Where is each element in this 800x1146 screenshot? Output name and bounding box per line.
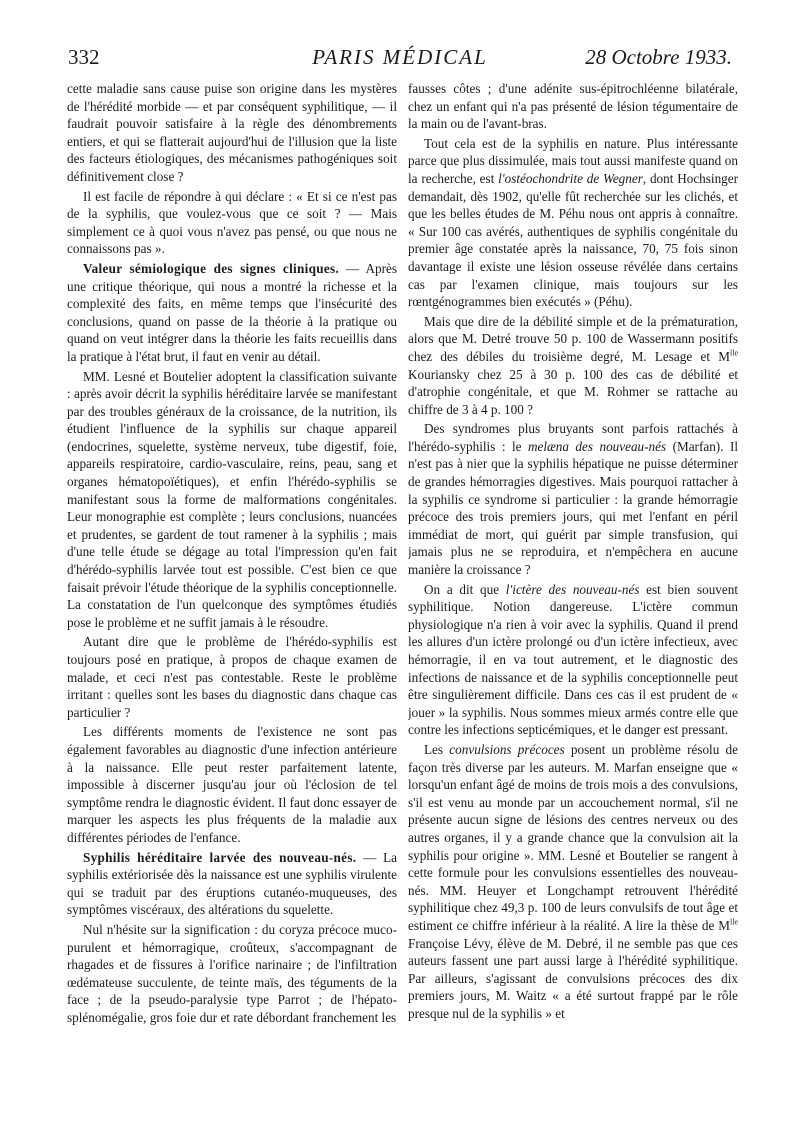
paragraph: Mais que dire de la débilité simple et de la prématuration, alors que M. Detré trouve 50 p. 100 de Wassermann positifs chez des débiles du troisième degré, M. Lesage et $M^{lle}$ Kouriansky chez 25 à 30 p. 100 des cas de débilité et d'atrophie congénitale, et que M. Rohmer se rattache au chiffre de 3 à 4 p. 100 ? [408, 313, 738, 417]
section-heading: Valeur sémiologique des signes cliniques. [83, 260, 340, 276]
paragraph: MM. Lesné et Boutelier adoptent la classification suivante : après avoir décrit la syphilis héréditaire larvée se manifestant par des troubles généraux de la croissance, de la nutrition, ils étudient l'influence de la syphilis sur chaque appareil (endocrines, squelette, système nerveux, tube digestif, foie, appareils respiratoire, cardio-vasculaire, reins, peau, sang et organes hématopoïétiques), et enfin l'hérédo-syphilis se manifestant sous la forme de malformations congénitales. Leur monographie est complète ; leurs conclusions, nuancées et prudentes, se gardent de tout ramener à la syphilis ; mais d'une telle étude se dégage au total l'impression qu'en fait d'hérédo-syphilis larvée tout est possible. C'est bien ce que faisait prévoir l'étude théorique de la syphilis conceptionnelle. La constatation de l'un quelconque des symptômes étudiés pose le problème et ne suffit jamais à le résoudre. [67, 368, 397, 630]
italic-term: melæna des nouveau-nés [527, 438, 667, 454]
italic-term: convulsions précoces [449, 741, 565, 757]
left-column [67, 80, 397, 1125]
right-column [408, 80, 738, 1125]
paragraph: Il est facile de répondre à qui déclare : « Et si ce n'est pas de la syphilis, que voulez-vous que ce soit ? — Mais simplement ce à quoi vous n'avez pas pensé, ou que nous ne connaissons pas ». [67, 188, 397, 257]
paragraph: Tout cela est de la syphilis en nature. Plus intéressante parce que plus dissimulée, mais tout aussi manifeste quand on la recherche, est l'ostéochondrite de Wegner, dont Hochsinger demandait, dès 1902, qu'elle fût recherchée sur les clichés, et que les belles études de M. Péhu nous ont appris à connaître. « Sur 100 cas avérés, authentiques de syphilis congénitale du premier âge constatée après la naissance, 70, 75 fois sinon davantage il existe une lésion osseuse révélée dans certains cas par l'examen clinique, mais toujours sur les rœntgénogrammes bien exécutés » (Péhu). [408, 135, 738, 310]
page-number: 332 [68, 45, 100, 69]
paragraph [67, 260, 397, 366]
page-header [68, 42, 732, 72]
paragraph: Autant dire que le problème de l'hérédo-syphilis est toujours posé en pratique, à propos de chaque examen de malade, et ceci n'est pas contestable. Reste le problème irritant : quelles sont les bases du diagnostic dans chaque cas particulier ? [67, 634, 397, 720]
paragraph: Nul n'hésite sur la signification : du coryza précoce muco-purulent et hémorragique, croûteux, s'accompagnant de rhagades et de fissures à l'orifice narinaire ; de l'infiltration œdémateuse succulente, de teinte maïs, des téguments de la face ; de la pseudo-paralysie type Parrot ; de l'hépato-splénomégalie, gros foie dur et rate débordant franchement les [67, 921, 397, 1025]
paragraph: Les convulsions précoces posent un problème résolu de façon très diverse par les auteurs. M. Marfan enseigne que « lorsqu'un enfant âgé de moins de trois mois a des convulsions, s'il est venu au monde par un accouchement normal, s'il ne présente aucun signe de lésions des centres nerveux ou des autres organes, il y a grande chance que la convulsion ait la syphilis pour origine ». MM. Lesné et Boutelier se rangent à cette formule pour les convulsions essentielles des nouveau-nés. MM. Heuyer et Longchampt retrouvent l'hérédité syphilitique chez 49,3 p. 100 de leurs convulsifs de tout âge et estiment ce chiffre inférieur à la réalité. A lire la thèse de $M^{lle}$ Françoise Lévy, élève de M. Debré, il ne semble pas que ces auteurs fassent une part aussi large à l'hérédité syphilitique. Par ailleurs, s'agissant de convulsions précoces des dix premiers jours, M. Waitz « a été surtout frappé par le rôle presque nul de la syphilis » et [408, 741, 738, 1021]
paragraph [67, 849, 397, 919]
section-heading: Syphilis héréditaire larvée des nouveau-nés. [83, 849, 357, 865]
issue-date: 28 Octobre 1933. [585, 45, 732, 69]
paragraph: Les différents moments de l'existence ne sont pas également favorables au diagnostic d'une infection antérieure à la naissance. Elle peut rester parfaitement latente, impossible à discerner jusqu'au jour où l'éclosion de tel symptôme rendra le diagnostic évident. Il faut donc essayer de marquer les aspects les plus fréquents de la maladie aux différentes périodes de l'enfance. [67, 724, 397, 845]
paragraph: On a dit que l'ictère des nouveau-nés est bien souvent syphilitique. Notion dangereuse. L'ictère commun physiologique n'a rien à voir avec la syphilis. Quand il prend les allures d'un ictère prolongé ou d'un ictère infectieux, avec hémorragie, il en va tout autrement, et le diagnostic des infections de naissance et de la syphilis conceptionnelle peut être singulièrement difficile. Dans ces cas il est prudent de « jouer » la syphilis. Nous sommes mieux armés contre elle que contre les infections septicémiques, et le danger est pressant. [408, 581, 738, 738]
superscript: lle [730, 917, 738, 927]
superscript: lle [730, 348, 738, 358]
journal-title: PARIS MÉDICAL [312, 45, 488, 69]
paragraph: Des syndromes plus bruyants sont parfois rattachés à l'hérédo-syphilis : le melæna des nouveau-nés (Marfan). Il n'est pas à nier que la syphilis hépatique ne puisse déterminer de grandes hémorragies digestives. Mais pourquoi rattacher à la syphilis ce syndrome si particulier : la grande hémorragie précoce des trois premiers jours, qui met l'enfant en péril immédiat de mort, qui guérit par simple transfusion, qui jamais plus ne se reproduira, et n'empêchera en aucune manière la croissance ? [408, 421, 738, 578]
paragraph-text: — Après une critique théorique, qui nous a montré la richesse et la complexité des faits, en même temps que l'insécurité des conclusions, quand on passe de la théorie à la pratique ou quand on veut intégrer dans la théorie les faits recueillis dans la pratique à l'état brut, il faut en venir au détail. [67, 260, 397, 364]
italic-term: l'ictère des nouveau-nés [505, 581, 640, 597]
italic-term: l'ostéochondrite de Wegner [498, 170, 643, 186]
paragraph: fausses côtes ; d'une adénite sus-épitrochléenne bilatérale, chez un enfant qui n'a pas présenté de lésion tégumentaire de la main ou de l'avant-bras. [408, 81, 738, 132]
paragraph: cette maladie sans cause puise son origine dans les mystères de l'hérédité morbide — et par conséquent syphilitique, — il faudrait pouvoir satisfaire à la règle des dénombrements entiers, et qui se flatterait aujourd'hui de l'illusion que la liste des facteurs étiologiques, des mécanismes pathogéniques soit définitivement close ? [67, 81, 397, 184]
paragraph-text: — La syphilis extériorisée dès la naissance est une syphilis virulente qui se traduit par des éruptions cutanéo-muqueuses, des symptômes viscéraux, des altérations du squelette. [67, 849, 397, 918]
